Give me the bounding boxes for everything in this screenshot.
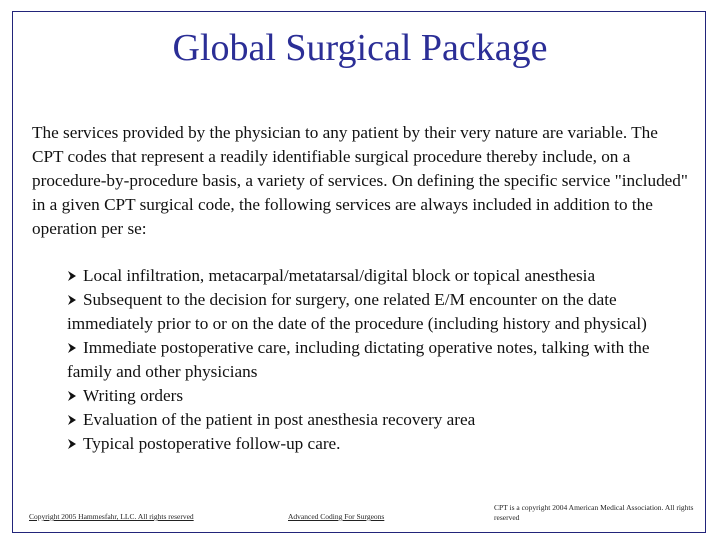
list-item — [67, 288, 697, 336]
slide-title: Global Surgical Package — [172, 27, 548, 69]
list-item — [67, 384, 697, 408]
arrowhead-bullet-icon — [67, 342, 77, 353]
arrowhead-bullet-icon — [67, 438, 77, 449]
footer-copyright: Copyright 2005 Hammesfahr, LLC. All rights reserved — [29, 512, 194, 521]
bullet-text: Writing orders — [83, 386, 184, 405]
bullet-text: Evaluation of the patient in post anesthesia recovery area — [83, 410, 476, 429]
bullet-text: Local infiltration, metacarpal/metatarsal/digital block or topical anesthesia — [83, 266, 596, 285]
arrowhead-bullet-icon — [67, 270, 77, 281]
list-item — [67, 432, 697, 456]
list-item — [67, 336, 697, 384]
bullet-text: Immediate postoperative care, including dictating operative notes, talking with the family and other physicians — [67, 338, 650, 381]
arrowhead-bullet-icon — [67, 414, 77, 425]
bullet-text: Typical postoperative follow-up care. — [83, 434, 341, 453]
included-services-list — [67, 264, 697, 456]
list-item — [67, 408, 697, 432]
footer-course-title: Advanced Coding For Surgeons — [288, 512, 385, 521]
intro-paragraph: The services provided by the physician to any patient by their very nature are variable. The CPT codes that represent a readily identifiable surgical procedure thereby include, on a procedure-by-procedure basis, a variety of services. On defining the specific service "included" in a given CPT surgical code, the following services are always included in addition to the operation per se: — [32, 123, 688, 238]
bullet-text: Subsequent to the decision for surgery, one related E/M encounter on the date immediately prior to or on the date of the procedure (including history and physical) — [67, 290, 647, 333]
arrowhead-bullet-icon — [67, 294, 77, 305]
arrowhead-bullet-icon — [67, 390, 77, 401]
list-item — [67, 264, 697, 288]
footer-cpt-notice: CPT is a copyright 2004 American Medical Association. All rights reserved — [494, 503, 694, 522]
